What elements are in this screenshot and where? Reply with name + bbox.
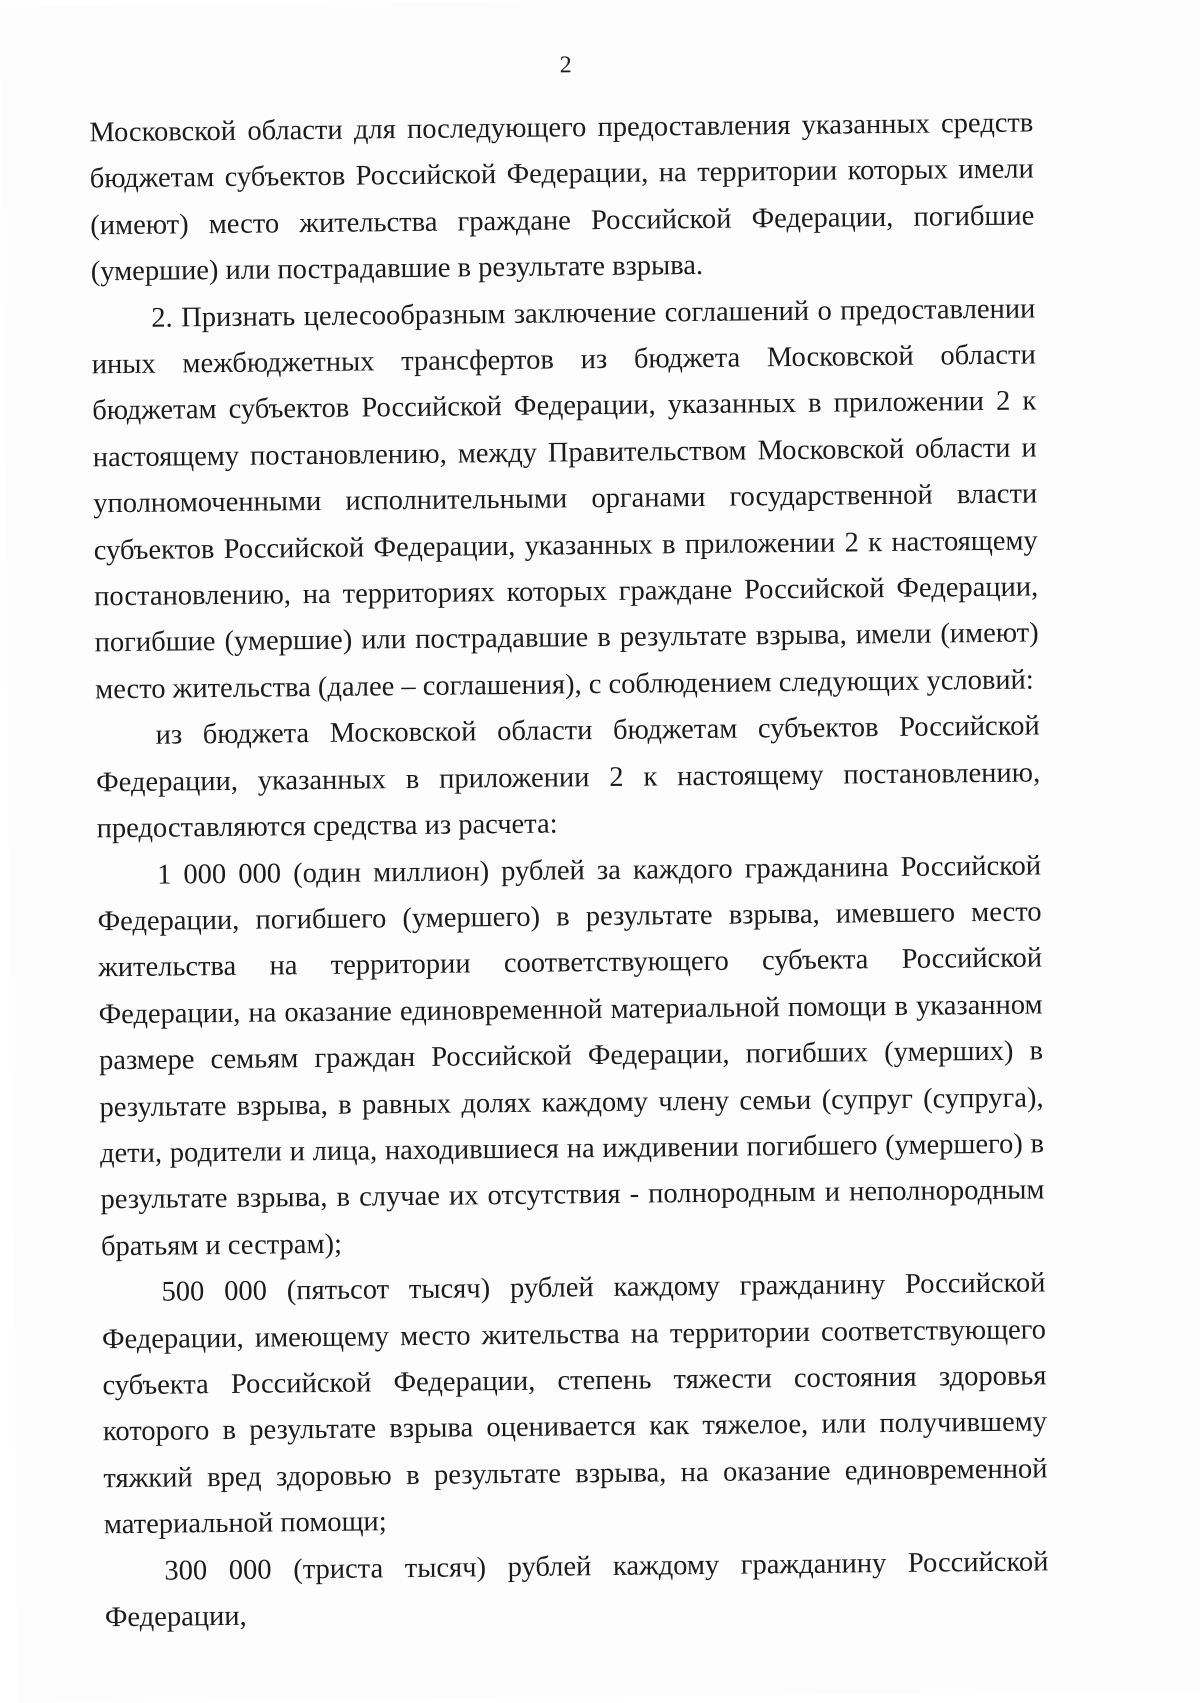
document-body: [89, 100, 1049, 1641]
paragraph-amount-500000: 500 000 (пятьсот тысяч) рублей каждому гражданину Российской Федерации, имеющему место жительства на территории соответствующего субъекта Российской Федерации, степень тяжести состояния здоровья которого в результате взрыва оценивается как тяжелое, или получившему тяжкий вред здоровью в результате взрыва, на оказание единовременной материальной помощи;: [101, 1267, 1048, 1541]
paragraph-amount-1000000: 1 000 000 (один миллион) рублей за каждого гражданина Российской Федерации, погибшего (умершего) в результате взрыва, имевшего место жительства на территории соответствующего субъекта Российской Федерации, на оказание единовременной материальной помощи в указанном размере семьям граждан Российской Федерации, погибших (умерших) в результате взрыва, в равных долях каждому члену семьи (супруг (супруга), дети, родители и лица, находившиеся на иждивении погибшего (умершего) в результате взрыва, в случае их отсутствия - полнородным и неполнородным братьям и сестрам);: [97, 849, 1045, 1263]
paragraph-continuation: Московской области для последующего предоставления указанных средств бюджетам субъектов Российской Федерации, на территории которых имели (имеют) место жительства граждане Российской Федерации, погибшие (умершие) или пострадавшие в результате взрыва.: [89, 107, 1035, 288]
paragraph-amount-300000: 300 000 (триста тысяч) рублей каждому гражданину Российской Федерации,: [104, 1545, 1049, 1634]
paragraph-item-2: 2. Признать целесообразным заключение соглашений о предоставлении иных межбюджетных трансфертов из бюджета Московской области бюджетам субъектов Российской Федерации, указанных в приложении 2 к настоящему постановлению, между Правительством Московской области и уполномоченными исполнительными органами государственной власти субъектов Российской Федерации, указанных в приложении 2 к настоящему постановлению, на территориях которых граждане Российской Федерации, погибшие (умершие) или пострадавшие в результате взрыва, имели (имеют) место жительства (далее – соглашения), с соблюдением следующих условий:: [91, 293, 1039, 706]
paragraph-funding-basis: из бюджета Московской области бюджетам субъектов Российской Федерации, указанных в приложении 2 к настоящему постановлению, предоставляются средства из расчета:: [96, 710, 1041, 845]
page-number: 2: [559, 52, 572, 79]
